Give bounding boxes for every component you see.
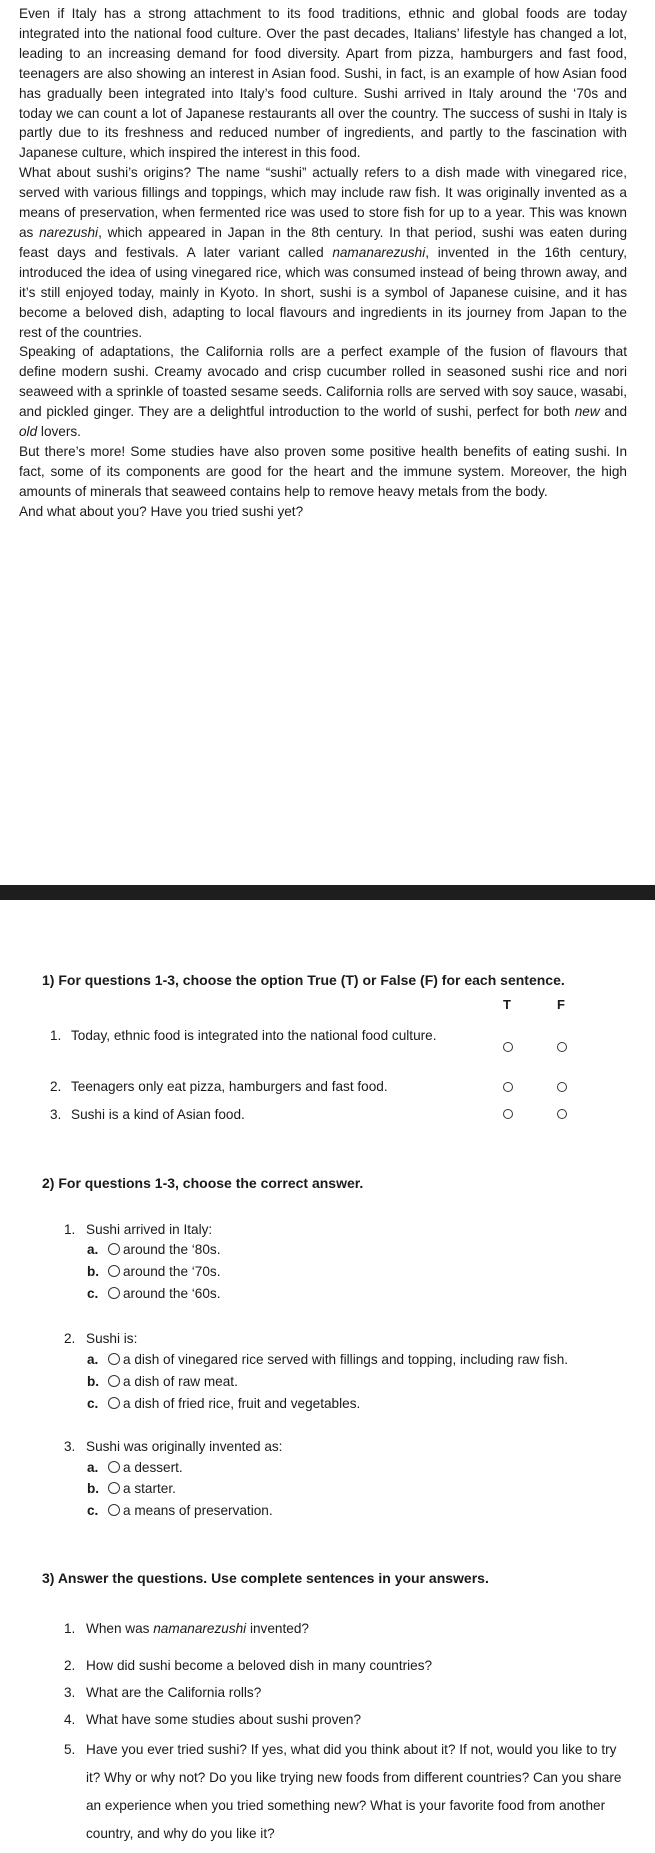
option-radio[interactable] (108, 1265, 120, 1277)
option-radio[interactable] (108, 1287, 120, 1299)
term-namanarezushi: namanarezushi (332, 244, 426, 260)
option-text: around the ‘60s. (123, 1286, 221, 1301)
option-text: around the ‘70s. (123, 1264, 221, 1279)
passage-p3-text-a: Speaking of adaptations, the California rolls are a perfect example of the fusion of flavours that define modern sushi. Creamy avocado and crisp cucumber rolled in seasoned sushi rice and nori seaweed with a sprinkle of toasted sesame seeds. California rolls are served with soy sauce, wasabi, and pickled ginger. They are a delightful introduction to the world of sushi, perfect for both (19, 344, 627, 420)
option-radio[interactable] (108, 1353, 120, 1365)
open-question-number: 2. (64, 1658, 76, 1673)
false-column-label: F (557, 997, 565, 1012)
option-letter: b. (87, 1374, 100, 1389)
tf-3-true-radio[interactable] (503, 1109, 513, 1119)
tf-item-text: Sushi is a kind of Asian food. (71, 1107, 245, 1122)
open-question-number: 1. (64, 1621, 76, 1636)
tf-item-3 (50, 1104, 450, 1125)
tf-3-false-radio[interactable] (557, 1109, 567, 1119)
section-1-title: 1) For questions 1-3, choose the option True (T) or False (F) for each sentence. (42, 972, 565, 988)
tf-2-true-radio[interactable] (503, 1082, 513, 1092)
open-question-text: What have some studies about sushi proven? (86, 1712, 362, 1727)
option-letter: c. (87, 1286, 99, 1301)
option-text: a dessert. (123, 1460, 183, 1475)
option-letter: c. (87, 1396, 99, 1411)
section-2-title: 2) For questions 1-3, choose the correct answer. (42, 1175, 364, 1191)
true-column-label: T (503, 997, 511, 1012)
term-namanarezushi: namanarezushi (153, 1621, 247, 1636)
passage-paragraph-3 (19, 342, 627, 442)
open-question-text: How did sushi become a beloved dish in many countries? (86, 1658, 433, 1673)
mc-question-number: 1. (64, 1222, 76, 1237)
open-question-text: Have you ever tried sushi? If yes, what did you think about it? If not, would you like to try it? Why or why not? Do you like trying new foods from different countries? Can you share an experience when you tried something new? What is your favorite food from another country, and why do you like it? (86, 1742, 622, 1841)
mc-2-option-c[interactable] (87, 1393, 360, 1415)
mc-2-option-a[interactable] (87, 1349, 568, 1371)
passage-p3-text-b: lovers. (37, 424, 81, 440)
open-question-number: 3. (64, 1685, 76, 1700)
open-question-4 (64, 1706, 634, 1734)
open-question-2 (64, 1652, 634, 1680)
option-radio[interactable] (108, 1482, 120, 1494)
tf-item-2 (50, 1076, 450, 1097)
term-narezushi: narezushi (39, 224, 99, 240)
tf-1-true-radio[interactable] (503, 1042, 513, 1052)
tf-item-text: Today, ethnic food is integrated into the national food culture. (71, 1028, 437, 1043)
mc-question-text: Sushi was originally invented as: (86, 1439, 283, 1454)
tf-item-number: 2. (50, 1079, 62, 1094)
passage-p2-text-a: What about sushi’s origins? The name “sushi” actually refers to a dish made with vinegared rice, served with various fillings and toppings, which may include raw fish. It was originally invented as a means of preservation, when fermented rice was used to store fish for up to a year. This was known as (19, 165, 627, 240)
mc-question-text: Sushi arrived in Italy: (86, 1222, 213, 1237)
option-text: a dish of vinegared rice served with fillings and topping, including raw fish. (123, 1352, 569, 1367)
open-question-text (64, 1615, 634, 1643)
open-question-1-text-a: When was (86, 1621, 154, 1636)
tf-1-false-radio[interactable] (557, 1042, 567, 1052)
mc-question-3 (64, 1436, 282, 1458)
section-3-title: 3) Answer the questions. Use complete sentences in your answers. (42, 1570, 489, 1586)
section-divider (0, 885, 655, 900)
passage-paragraph-4: But there’s more! Some studies have also proven some positive health benefits of eating sushi. In fact, some of its components are good for the heart and the immune system. Moreover, the high amounts of minerals that seaweed contains help to remove heavy metals from the body. (19, 443, 627, 499)
option-radio[interactable] (108, 1504, 120, 1516)
mc-3-option-b[interactable] (87, 1478, 176, 1500)
mc-question-1 (64, 1219, 212, 1241)
open-question-1 (64, 1615, 634, 1643)
mc-question-2 (64, 1328, 137, 1350)
option-letter: a. (87, 1242, 99, 1257)
mc-question-number: 3. (64, 1439, 76, 1454)
passage-paragraph-5: And what about you? Have you tried sushi yet? (19, 503, 304, 519)
tf-item-text: Teenagers only eat pizza, hamburgers and fast food. (71, 1079, 388, 1094)
passage-p2-text-c: , invented in the 16th century, introduced the idea of using vinegared rice, which was consumed instead of being thrown away, and it’s still enjoyed today, mainly in Kyoto. In short, sushi is a symbol of Japanese cuisine, and it has become a beloved dish, adapting to local flavours and ingredients in its journey from Japan to the rest of the countries. (19, 244, 627, 340)
mc-1-option-c[interactable] (87, 1283, 221, 1305)
option-letter: a. (87, 1460, 99, 1475)
mc-1-option-b[interactable] (87, 1261, 221, 1283)
term-new: new (574, 404, 600, 420)
tf-item-number: 1. (50, 1028, 62, 1043)
tf-item-1 (50, 1025, 450, 1046)
passage-p2-text-b: , which appeared in Japan in the 8th century. In that period, sushi was eaten during feast days and festivals. A later variant called (19, 224, 627, 260)
passage-paragraph-2 (19, 163, 627, 342)
open-question-5 (64, 1736, 634, 1848)
mc-2-option-b[interactable] (87, 1371, 238, 1393)
mc-3-option-a[interactable] (87, 1457, 183, 1479)
option-letter: b. (87, 1264, 100, 1279)
option-text: a dish of raw meat. (123, 1374, 238, 1389)
option-text: a dish of fried rice, fruit and vegetables. (123, 1396, 361, 1411)
open-question-number: 5. (64, 1742, 76, 1757)
option-letter: c. (87, 1503, 99, 1518)
term-old: old (19, 424, 38, 440)
open-question-1-text-b: invented? (246, 1621, 309, 1636)
passage-paragraph-1: Even if Italy has a strong attachment to its food traditions, ethnic and global foods are today integrated into the national food culture. Over the past decades, Italians’ lifestyle has changed a lot, leading to an increasing demand for food diversity. Apart from pizza, hamburgers and fast food, teenagers are also showing an interest in Asian food. Sushi, in fact, is an example of how Asian food has gradually been integrated into Italy’s food culture. Sushi arrived in Italy around the ‘70s and today we can count a lot of Japanese restaurants all over the country. The success of sushi in Italy is partly due to its freshness and reduced number of ingredients, and partly to the fascination with Japanese culture, which inspired the interest in this food. (19, 6, 627, 161)
open-question-3 (64, 1679, 634, 1707)
option-radio[interactable] (108, 1243, 120, 1255)
mc-question-text: Sushi is: (86, 1331, 138, 1346)
option-text: a starter. (123, 1481, 176, 1496)
mc-3-option-c[interactable] (87, 1500, 273, 1522)
passage-p3-and: and (599, 404, 627, 420)
open-question-number: 4. (64, 1712, 76, 1727)
open-question-text: What are the California rolls? (86, 1685, 262, 1700)
option-text: a means of preservation. (123, 1503, 273, 1518)
option-radio[interactable] (108, 1397, 120, 1409)
option-letter: a. (87, 1352, 99, 1367)
mc-1-option-a[interactable] (87, 1239, 221, 1261)
option-radio[interactable] (108, 1461, 120, 1473)
option-radio[interactable] (108, 1375, 120, 1387)
option-letter: b. (87, 1481, 100, 1496)
tf-item-number: 3. (50, 1107, 62, 1122)
tf-2-false-radio[interactable] (557, 1082, 567, 1092)
option-text: around the ‘80s. (123, 1242, 221, 1257)
mc-question-number: 2. (64, 1331, 76, 1346)
reading-passage (19, 4, 627, 522)
